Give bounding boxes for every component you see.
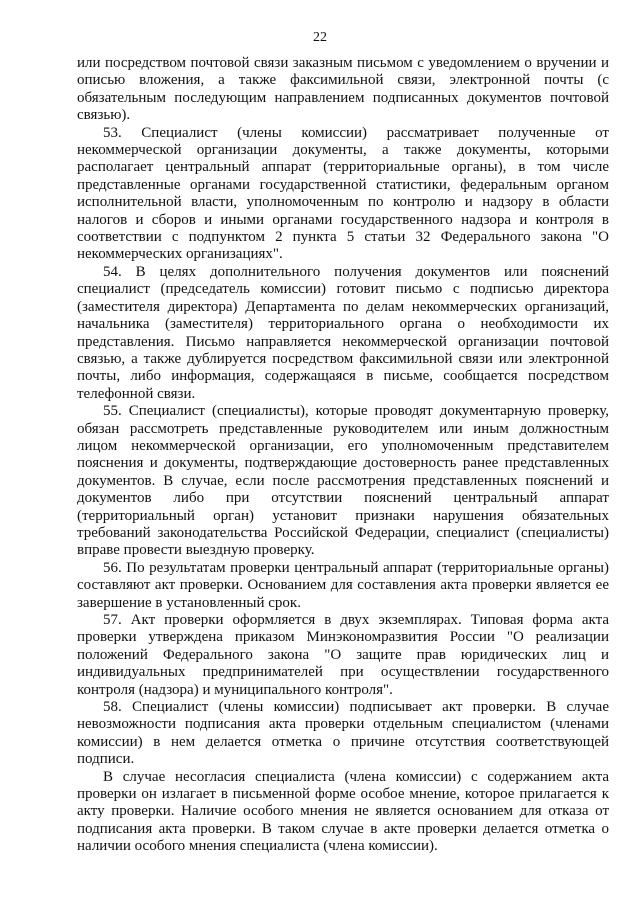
paragraph-58-disagreement: В случае несогласия специалиста (члена комиссии) с содержанием акта проверки он излагает в письменной форме особое мнение, которое прилагается к акту проверки. Наличие особого мнения не является основанием для отказа от подписания акта проверки. В таком случае в акте проверки делается отметка о наличии особого мнения специалиста (члена комиссии).	[77, 768, 609, 855]
document-body	[77, 55, 609, 856]
paragraph-53: 53. Специалист (члены комиссии) рассматривает полученные от некоммерческой организации документы, а также документы, которыми располагает центральный аппарат (территориальные органы), в том числе представленные органами государственной статистики, федеральным органом исполнительной власти, уполномоченным по контролю и надзору в области налогов и сборов и иными органами государственного надзора и контроля в соответствии с подпунктом 2 пункта 5 статьи 32 Федерального закона "О некоммерческих организациях".	[77, 124, 609, 263]
paragraph-55: 55. Специалист (специалисты), которые проводят документарную проверку, обязан рассмотреть представленные руководителем или иным должностным лицом некоммерческой организации, его уполномоченным представителем пояснения и документы, подтверждающие достоверность ранее представленных документов. В случае, если после рассмотрения представленных пояснений и документов либо при отсутствии пояснений центральный аппарат (территориальный орган) установит признаки нарушения обязательных требований законодательства Российской Федерации, специалист (специалисты) вправе провести выездную проверку.	[77, 403, 609, 559]
paragraph-57: 57. Акт проверки оформляется в двух экземплярах. Типовая форма акта проверки утверждена приказом Минэкономразвития России "О реализации положений Федерального закона "О защите прав юридических лиц и индивидуальных предпринимателей при осуществлении государственного контроля (надзора) и муниципального контроля".	[77, 612, 609, 698]
paragraph-56: 56. По результатам проверки центральный аппарат (территориальные органы) составляют акт проверки. Основанием для составления акта проверки является ее завершение в установленный срок.	[77, 559, 609, 611]
page-number: 22	[313, 30, 327, 45]
paragraph-52-continuation: или посредством почтовой связи заказным письмом с уведомлением о вручении и описью вложения, а также факсимильной связи, электронной почты (с обязательным последующим направлением подписанных документов почтовой связью).	[77, 55, 609, 124]
paragraph-54: 54. В целях дополнительного получения документов или пояснений специалист (председатель комиссии) готовит письмо с подписью директора (заместителя директора) Департамента по делам некоммерческих организаций, начальника (заместителя) территориального органа о необходимости их представления. Письмо направляется некоммерческой организации почтовой связью, а также дублируется посредством факсимильной связи или электронной почты, либо информация, содержащаяся в письме, сообщается посредством телефонной связи.	[77, 263, 609, 402]
paragraph-58: 58. Специалист (члены комиссии) подписывает акт проверки. В случае невозможности подписания акта проверки отдельным специалистом (членами комиссии) в нем делается отметка о причине отсутствия соответствующей подписи.	[77, 699, 609, 768]
